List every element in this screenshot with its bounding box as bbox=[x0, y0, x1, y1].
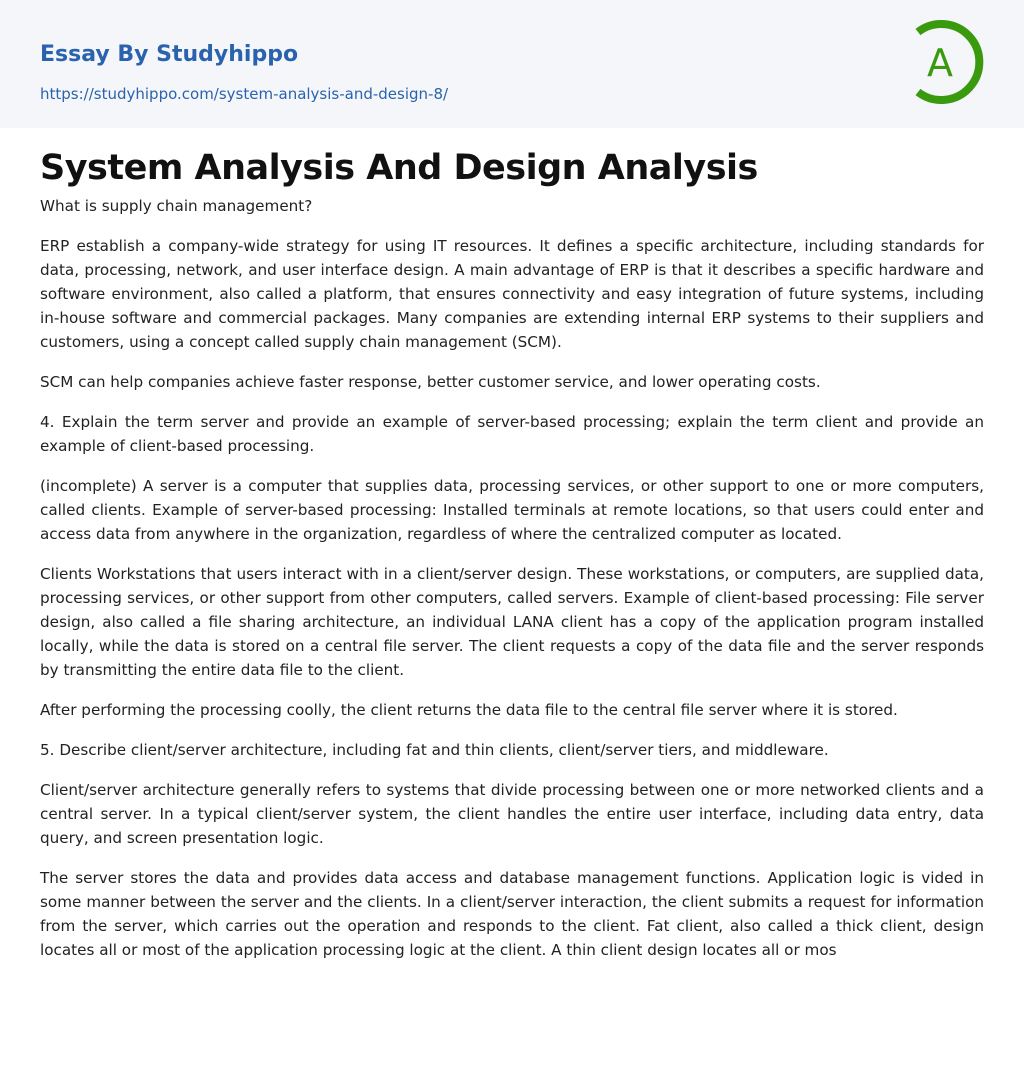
paragraph: Client/server architecture generally refers to systems that divide processing between one or more networked clients and a central server. In a typical client/server system, the client handles the entire user interface, including data entry, data query, and screen presentation logic. bbox=[40, 781, 984, 847]
paragraph: The server stores the data and provides data access and database management functions. Application logic is vided in some manner between the server and the clients. In a client/server interaction, the client submits a request for information from the server, which carries out the operation and responds to the client. Fat client, also called a thick client, design locates all or most of the application processing logic at the client. A thin client design locates all or mos bbox=[40, 869, 984, 959]
paragraph: 4. Explain the term server and provide an example of server-based processing; explain the term client and provide an example of client-based processing. bbox=[40, 413, 984, 455]
svg-text:A: A bbox=[927, 41, 953, 85]
paragraph: 5. Describe client/server architecture, including fat and thin clients, client/server tiers, and middleware. bbox=[40, 741, 829, 759]
site-header bbox=[0, 0, 1024, 128]
paragraph: What is supply chain management? bbox=[40, 197, 313, 215]
paragraph: (incomplete) A server is a computer that supplies data, processing services, or other support to one or more computers, called clients. Example of server-based processing: Installed terminals at remote locations, so that users could enter and access data from anywhere in the organization, regardless of where the centralized computer as located. bbox=[40, 477, 984, 543]
paragraph: Clients Workstations that users interact with in a client/server design. These workstations, or computers, are supplied data, processing services, or other support from other computers, called servers. Example of client-based processing: File server design, also called a file sharing architecture, an individual LANA client has a copy of the application program installed locally, while the data is stored on a central file server. The client requests a copy of the data file and the server responds by transmitting the entire data file to the client. bbox=[40, 565, 984, 679]
brand-title: Essay By Studyhippo bbox=[40, 42, 299, 67]
essay-url-link[interactable]: https://studyhippo.com/system-analysis-and-design-8/ bbox=[40, 85, 449, 103]
studyhippo-logo[interactable] bbox=[908, 18, 988, 106]
essay-content bbox=[0, 128, 1024, 962]
paragraph: After performing the processing coolly, the client returns the data file to the central file server where it is stored. bbox=[40, 701, 898, 719]
essay-title: System Analysis And Design Analysis bbox=[40, 148, 758, 188]
paragraph: ERP establish a company-wide strategy for using IT resources. It defines a specific architecture, including standards for data, processing, network, and user interface design. A main advantage of ERP is that it describes a specific hardware and software environment, also called a platform, that ensures connectivity and easy integration of future systems, including in-house software and commercial packages. Many companies are extending internal ERP systems to their suppliers and customers, using a concept called supply chain management (SCM). bbox=[40, 237, 984, 351]
paragraph: SCM can help companies achieve faster response, better customer service, and lower operating costs. bbox=[40, 373, 821, 391]
